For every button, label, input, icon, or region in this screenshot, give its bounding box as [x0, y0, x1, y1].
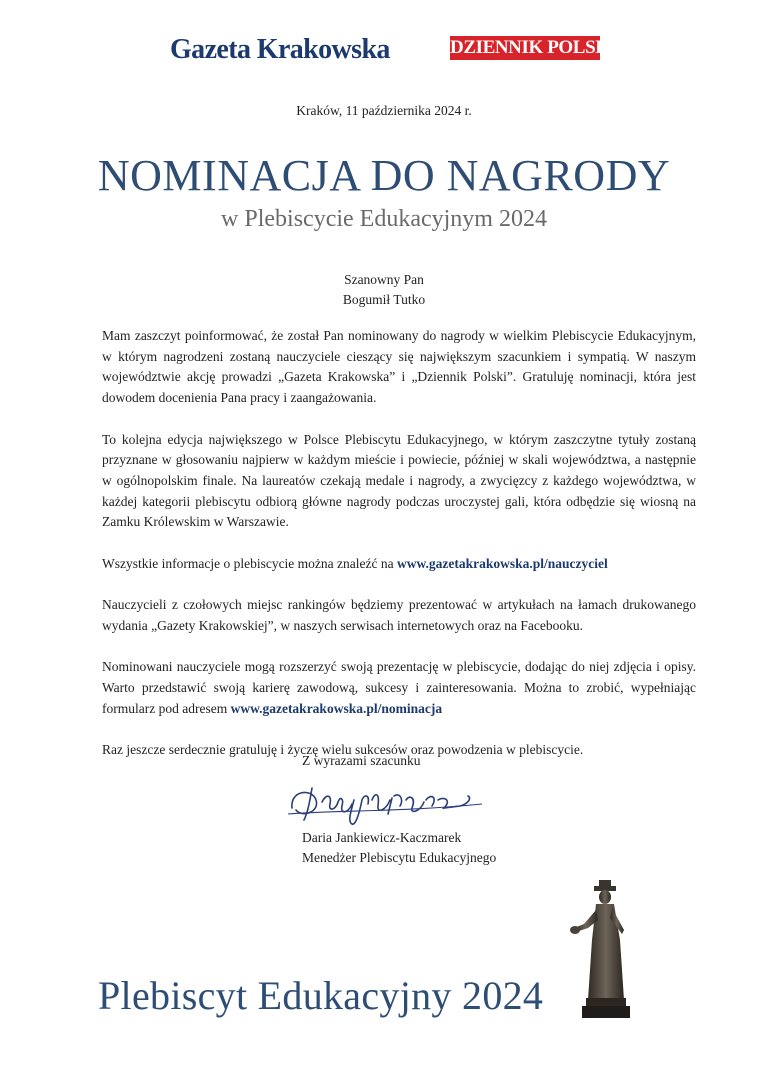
- addressee: [0, 270, 768, 310]
- signer-block: [302, 828, 496, 868]
- page-subtitle: w Plebiscycie Edukacyjnym 2024: [221, 206, 547, 232]
- paragraph-text: To kolejna edycja największego w Polsce Plebiscytu Edukacyjnego, w którym zaszczytne tytuły zostaną przyznane w głosowaniu najpierw w każdym mieście i powiecie, później w skali województwa, a następnie w ogólnopolskim finale. Na laureatów czekają medale i nagrody, a zwycięzcy z każdego województwa, w każdej kategorii plebiscytu odbiorą główne nagrody podczas uroczystej gali, która odbędzie się wiosną na Zamku Królewskim w Warszawie.: [102, 431, 696, 530]
- page-title: NOMINACJA DO NAGRODY: [97, 151, 671, 200]
- paragraph-text: Mam zaszczyt poinformować, że został Pan nominowany do nagrody w wielkim Plebiscycie Edukacyjnym, w którym nagrodzeni zostaną nauczyciele cieszący się największym szacunkiem i sympatią. W naszym województwie akcję prowadzi „Gazeta Krakowska” i „Dziennik Polski”. Gratuluję nominacji, która jest dowodem docenienia Pana pracy i zaangażowania.: [102, 328, 696, 406]
- gazeta-krakowska-logo: Gazeta Krakowska: [170, 34, 390, 65]
- statuette-award-icon: [566, 880, 646, 1020]
- paragraph-info: [102, 554, 696, 575]
- paragraph-text: Raz jeszcze serdecznie gratuluję i życzę wielu sukcesów oraz powodzenia w plebiscycie.: [102, 741, 584, 757]
- signer-name: Daria Jankiewicz-Kaczmarek: [302, 830, 462, 845]
- date-line: Kraków, 11 października 2024 r.: [296, 103, 472, 118]
- paragraph-text: Wszystkie informacje o plebiscycie można znaleźć na: [102, 555, 397, 571]
- handwritten-signature: [282, 770, 492, 830]
- paragraph-text: Nominowani nauczyciele mogą rozszerzyć swoją prezentację w plebiscycie, dodając do niej zdjęcia i opisy. Warto przedstawić swoją karierę zawodową, sukcesy i zainteresowania. Można to zrobić, wypełniając formularz pod adresem: [102, 659, 696, 716]
- paragraph-text: Nauczycieli z czołowych miejsc rankingów będziemy prezentować w artykułach na łamach drukowanego wydania „Gazety Krakowskiej”, w naszych serwisach internetowych oraz na Facebooku.: [102, 597, 696, 633]
- salutation: Szanowny Pan: [344, 272, 424, 287]
- paragraph-edition: [102, 430, 696, 534]
- addressee-name: Bogumił Tutko: [342, 292, 426, 307]
- closing: Z wyrazami szacunku: [302, 753, 421, 768]
- footer-title: Plebiscyt Edukacyjny 2024: [98, 973, 544, 1018]
- link-nominacja[interactable]: www.gazetakrakowska.pl/nominacja: [230, 700, 443, 716]
- link-nauczyciel[interactable]: www.gazetakrakowska.pl/nauczyciel: [397, 555, 608, 571]
- masthead: [0, 32, 768, 66]
- paragraph-presentation: [102, 657, 696, 719]
- letter-body: [102, 326, 696, 781]
- paragraph-rankings: [102, 595, 696, 636]
- paragraph-nomination: [102, 326, 696, 409]
- dziennik-polski-logo: DZIENNIK POLSKI: [450, 37, 617, 58]
- signer-role: Menedżer Plebiscytu Edukacyjnego: [302, 850, 497, 865]
